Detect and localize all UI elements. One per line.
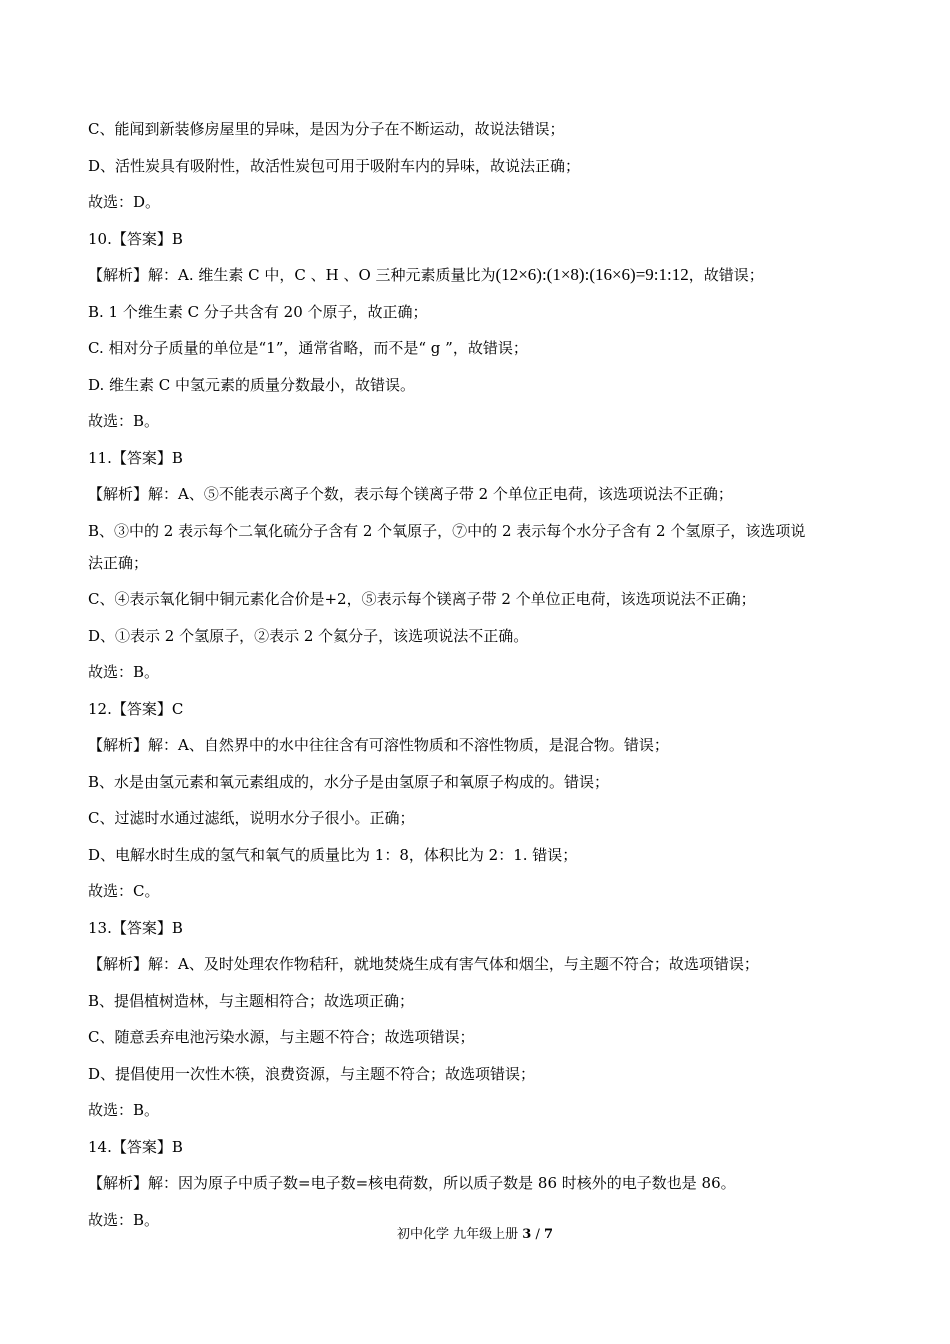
- text-line: 故选：B。: [88, 663, 160, 681]
- text-line: 故选：C。: [88, 882, 160, 900]
- text-line: 【解析】解：A、及时处理农作物秸秆，就地焚烧生成有害气体和烟尘，与主题不符合；故选项错误；: [88, 955, 759, 973]
- text-line: 【解析】解：因为原子中质子数=电子数=核电荷数，所以质子数是 86 时核外的电子数也是 86。: [88, 1174, 736, 1192]
- answer-heading-13: 13.【答案】B: [88, 918, 183, 937]
- page-total: 7: [543, 1227, 554, 1242]
- text-line: C、④表示氧化铜中铜元素化合价是+2，⑤表示每个镁离子带 2 个单位正电荷，该选项说法不正确；: [88, 590, 756, 608]
- text-line: D. 维生素 C 中氢元素的质量分数最小，故错误。: [88, 375, 416, 394]
- page-number: 3: [522, 1227, 532, 1242]
- page-separator: /: [535, 1227, 540, 1242]
- text-line: C、随意丢弃电池污染水源，与主题不符合；故选项错误；: [88, 1028, 475, 1046]
- document-body: [88, 118, 888, 1245]
- text-line: 故选：B。: [88, 412, 160, 430]
- text-line: C. 相对分子质量的单位是“1”，通常省略，而不是“ g ”，故错误；: [88, 339, 528, 357]
- text-line: 【解析】解：A、自然界中的水中往往含有可溶性物质和不溶性物质，是混合物。错误；: [88, 736, 669, 754]
- text-line: 故选：D。: [88, 193, 161, 211]
- text-line: 法正确；: [88, 553, 149, 572]
- text-line: D、①表示 2 个氢原子，②表示 2 个氦分子，该选项说法不正确。: [88, 626, 529, 645]
- text-line: 【解析】解：A、⑤不能表示离子个数，表示每个镁离子带 2 个单位正电荷，该选项说法不正确；: [88, 485, 733, 503]
- answer-heading-10: 10.【答案】B: [88, 229, 183, 248]
- text-line: B、③中的 2 表示每个二氧化硫分子含有 2 个氧原子，⑦中的 2 表示每个水分子含有 2 个氢原子，该选项说: [88, 521, 806, 540]
- text-line: B. 1 个维生素 C 分子共含有 20 个原子，故正确；: [88, 302, 428, 321]
- text-line: D、提倡使用一次性木筷，浪费资源，与主题不符合；故选项错误；: [88, 1064, 536, 1083]
- mass-ratio-formula: (12×6):(1×8):(16×6)=9:1:12: [495, 265, 689, 284]
- footer-title: 初中化学 九年级上册: [396, 1227, 519, 1242]
- text-line: C、能闻到新装修房屋里的异味，是因为分子在不断运动，故说法错误；: [88, 120, 565, 138]
- text-line: D、活性炭具有吸附性，故活性炭包可用于吸附车内的异味，故说法正确；: [88, 156, 581, 175]
- analysis-line-with-formula: [88, 264, 888, 286]
- text-line: 故选：B。: [88, 1210, 160, 1229]
- analysis-prefix: 【解析】解：A. 维生素 C 中，C 、H 、O 三种元素质量比为: [88, 266, 496, 284]
- page-footer: [0, 1226, 950, 1244]
- text-line: B、提倡植树造林，与主题相符合；故选项正确；: [88, 991, 415, 1010]
- text-line: C、过滤时水通过滤纸，说明水分子很小。正确；: [88, 809, 415, 827]
- text-line: 故选：B。: [88, 1101, 160, 1119]
- answer-heading-11: 11.【答案】B: [88, 448, 183, 467]
- analysis-suffix: ，故错误；: [688, 266, 764, 284]
- answer-heading-14: 14.【答案】B: [88, 1137, 183, 1156]
- text-line: B、水是由氢元素和氧元素组成的，水分子是由氢原子和氧原子构成的。错误；: [88, 772, 610, 791]
- text-line: D、电解水时生成的氢气和氧气的质量比为 1：8，体积比为 2：1. 错误；: [88, 845, 578, 864]
- answer-heading-12: 12.【答案】C: [88, 699, 184, 718]
